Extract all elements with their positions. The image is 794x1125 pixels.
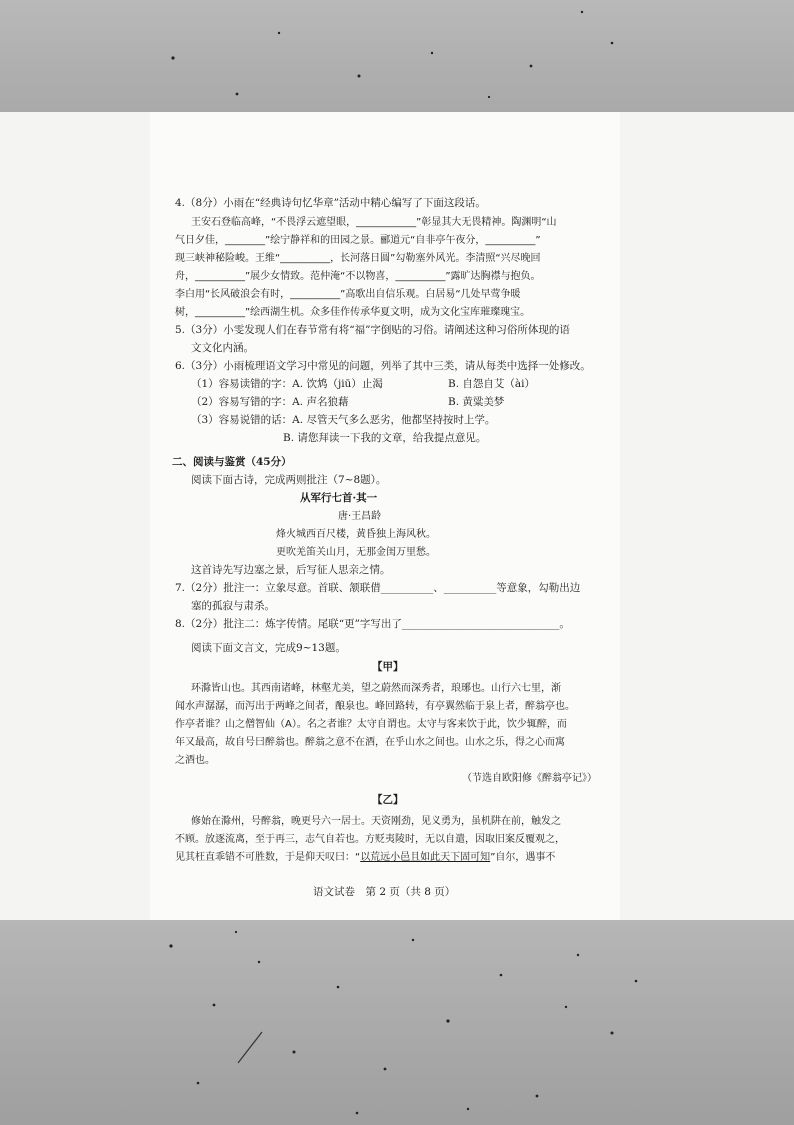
q5-prompt: 5.（3分）小雯发现人们在春节常有将“福”字倒贴的习俗。请阐述这种习俗所体现的语 (175, 324, 570, 336)
q6-prompt: 6.（3分）小雨梳理语文学习中常见的问题，列举了其中三类，请从每类中选择一处修改。 (175, 360, 591, 372)
q4-line-6: 李白用“长风破浪会有时，__________”高歌出自信乐观。白居易“几处早莺争暖 (175, 289, 521, 300)
q4-line-4: 现三峡神秘险峻。王维“__________，长河落日圆”勾勒塞外风光。李清照“兴尽晚回 (175, 253, 541, 264)
q6-item-2a: （2）容易写错的字：A. 声名狼藉 (191, 396, 349, 408)
poem-author: 唐·王昌龄 (338, 511, 382, 522)
q4-line-7: 树，__________”绘西湖生机。众多佳作传承华夏文明，成为文化宝库璀璨瑰宝。 (175, 307, 531, 318)
q7-prompt-cont: 塞的孤寂与肃杀。 (191, 600, 275, 612)
q4-line-5: 舟，__________”展少女情致。范仲淹“不以物喜，__________”露旷达胸襟与抱负。 (175, 271, 541, 282)
yi-line-2: 不顾。放逐流离，至于再三，志气自若也。方贬夷陵时，无以自遣，因取旧案反覆观之， (175, 834, 565, 845)
passage-yi-label: 【乙】 (372, 794, 404, 806)
yi-line-1: 修始在滁州，号醉翁，晚更号六一居士。天资刚劲，见义勇为，虽机阱在前，触发之 (191, 816, 561, 827)
q4-line-2: 王安石登临高峰，“不畏浮云遮望眼，____________”彰显其大无畏精神。陶渊明“山 (191, 217, 557, 228)
yi-line-3-end: ”自尔，遇事不 (490, 852, 556, 863)
jia-line-5: 之酒也。 (175, 755, 215, 766)
poem-intro: 阅读下面古诗，完成两则批注（7~8题）。 (191, 474, 387, 486)
q6-item-2b: B. 黄粱美梦 (448, 396, 505, 408)
q6-item-1b: B. 自怨自艾（ài） (448, 378, 536, 390)
yi-underlined-sentence: 以荒远小邑且如此天下固可知 (360, 852, 491, 863)
jia-source: （节选自欧阳修《醉翁亭记》） (462, 773, 597, 784)
poem-title: 从军行七首·其一 (300, 492, 378, 504)
q7-prompt: 7.（2分）批注一：立象尽意。首联、颔联借__________、__________等意象，勾勒出边 (175, 582, 581, 594)
q4-prompt: 4.（8分）小雨在“经典诗句忆华章”活动中精心编写了下面这段话。 (175, 197, 486, 209)
jia-line-4: 年又最高，故自号曰醉翁也。醉翁之意不在酒，在乎山水之间也。山水之乐，得之心而寓 (175, 737, 565, 748)
poem-note: 这首诗先写边塞之景，后写征人思亲之情。 (191, 564, 391, 576)
q4-line-3: 气日夕佳，________”绘宁静祥和的田园之景。郦道元“自非亭午夜分，__________” (175, 235, 541, 246)
section-2-heading: 二、阅读与鉴赏（45分） (172, 456, 292, 468)
q5-prompt-cont: 文文化内涵。 (191, 342, 254, 354)
prose-intro: 阅读下面文言文，完成9~13题。 (191, 642, 346, 654)
yi-line-3-start: 见其枉直乖错不可胜数，于是仰天叹曰：“ (175, 852, 361, 863)
q8-prompt: 8.（2分）批注二：炼字传情。尾联“更”字写出了______________________________。 (175, 618, 570, 630)
q6-item-1a: （1）容易读错的字：A. 饮鸩（jiū）止渴 (191, 378, 383, 390)
jia-line-2: 闻水声潺潺，而泻出于两峰之间者，酿泉也。峰回路转，有亭翼然临于泉上者，醉翁亭也。 (175, 701, 575, 712)
poem-line-2: 更吹羌笛关山月，无那金闺万里愁。 (276, 547, 436, 558)
yi-line-3 (175, 851, 555, 864)
jia-line-1: 环滁皆山也。其西南诸峰，林壑尤美，望之蔚然而深秀者，琅琊也。山行六七里，渐 (191, 683, 561, 694)
poem-line-1: 烽火城西百尺楼，黄昏独上海风秋。 (276, 529, 436, 540)
passage-jia-label: 【甲】 (372, 661, 404, 673)
page-footer: 语文试卷 第 2 页（共 8 页） (313, 886, 456, 898)
q6-item-3a: （3）容易说错的话：A. 尽管天气多么恶劣，他都坚持按时上学。 (191, 414, 496, 426)
jia-line-3: 作亭者谁？山之僧智仙（A）。名之者谁？太守自谓也。太守与客来饮于此，饮少辄醉，而 (175, 719, 567, 730)
q6-item-3b: B. 请您拜读一下我的文章，给我提点意见。 (283, 432, 487, 444)
